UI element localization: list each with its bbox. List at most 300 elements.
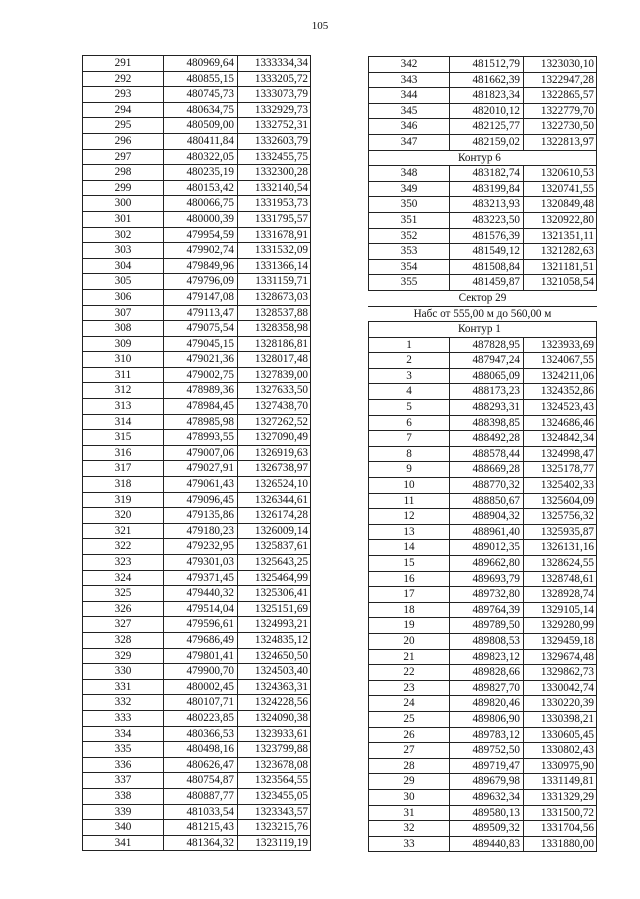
coordinate-x: 482125,77 bbox=[450, 119, 524, 135]
point-number: 8 bbox=[369, 446, 450, 462]
sector-heading-row bbox=[369, 290, 597, 306]
point-number: 319 bbox=[83, 492, 164, 508]
point-number: 27 bbox=[369, 743, 450, 759]
coordinate-y: 1323343,57 bbox=[238, 804, 311, 820]
coordinate-x: 481662,39 bbox=[450, 72, 524, 88]
coordinate-y: 1330042,74 bbox=[524, 680, 597, 696]
table-row bbox=[83, 804, 311, 820]
coordinate-x: 479686,49 bbox=[164, 632, 238, 648]
table-row bbox=[83, 118, 311, 134]
point-number: 12 bbox=[369, 509, 450, 525]
table-row bbox=[83, 461, 311, 477]
coordinate-y: 1325604,09 bbox=[524, 493, 597, 509]
table-row bbox=[83, 679, 311, 695]
coordinate-y: 1323215,76 bbox=[238, 820, 311, 836]
point-number: 322 bbox=[83, 539, 164, 555]
coordinate-x: 489827,70 bbox=[450, 680, 524, 696]
table-row bbox=[83, 383, 311, 399]
coordinate-x: 489789,50 bbox=[450, 618, 524, 634]
point-number: 21 bbox=[369, 649, 450, 665]
coordinate-y: 1331329,29 bbox=[524, 789, 597, 805]
coordinate-x: 480002,45 bbox=[164, 679, 238, 695]
table-row bbox=[83, 430, 311, 446]
point-number: 345 bbox=[369, 103, 450, 119]
coordinate-x: 488904,32 bbox=[450, 509, 524, 525]
table-row bbox=[83, 523, 311, 539]
coordinate-x: 481549,12 bbox=[450, 244, 524, 260]
coordinate-y: 1327262,52 bbox=[238, 414, 311, 430]
coordinate-x: 478993,55 bbox=[164, 430, 238, 446]
coordinate-x: 489440,83 bbox=[450, 836, 524, 852]
coordinate-x: 489820,46 bbox=[450, 696, 524, 712]
coordinate-x: 480634,75 bbox=[164, 102, 238, 118]
coordinate-x: 479902,74 bbox=[164, 243, 238, 259]
table-row bbox=[83, 211, 311, 227]
coordinate-x: 487828,95 bbox=[450, 337, 524, 353]
coordinate-x: 489012,35 bbox=[450, 540, 524, 556]
contour-6-heading-row bbox=[369, 150, 597, 166]
point-number: 321 bbox=[83, 523, 164, 539]
table-row bbox=[369, 181, 597, 197]
coordinate-x: 479596,61 bbox=[164, 617, 238, 633]
point-number: 2 bbox=[369, 353, 450, 369]
coordinate-x: 480887,77 bbox=[164, 788, 238, 804]
coordinate-y: 1322947,28 bbox=[524, 72, 597, 88]
coordinate-y: 1324090,38 bbox=[238, 710, 311, 726]
coordinate-x: 478984,45 bbox=[164, 399, 238, 415]
table-row bbox=[83, 258, 311, 274]
coordinates-table-left bbox=[82, 55, 311, 851]
point-number: 339 bbox=[83, 804, 164, 820]
coordinate-y: 1320922,80 bbox=[524, 212, 597, 228]
coordinate-x: 481033,54 bbox=[164, 804, 238, 820]
table-row bbox=[369, 774, 597, 790]
point-number: 298 bbox=[83, 165, 164, 181]
coordinate-y: 1332752,31 bbox=[238, 118, 311, 134]
coordinate-x: 488669,28 bbox=[450, 462, 524, 478]
point-number: 17 bbox=[369, 587, 450, 603]
coordinates-table-right bbox=[368, 56, 597, 852]
point-number: 317 bbox=[83, 461, 164, 477]
coordinate-x: 488293,31 bbox=[450, 400, 524, 416]
point-number: 19 bbox=[369, 618, 450, 634]
table-row bbox=[369, 275, 597, 291]
table-row bbox=[369, 478, 597, 494]
point-number: 10 bbox=[369, 478, 450, 494]
point-number: 347 bbox=[369, 134, 450, 150]
point-number: 351 bbox=[369, 212, 450, 228]
coordinate-y: 1328017,48 bbox=[238, 352, 311, 368]
coordinate-x: 489580,13 bbox=[450, 805, 524, 821]
coordinate-y: 1328624,55 bbox=[524, 556, 597, 572]
table-row bbox=[369, 415, 597, 431]
coordinate-y: 1325643,25 bbox=[238, 555, 311, 571]
coordinate-y: 1329459,18 bbox=[524, 633, 597, 649]
point-number: 312 bbox=[83, 383, 164, 399]
coordinate-x: 479180,23 bbox=[164, 523, 238, 539]
table-row bbox=[83, 788, 311, 804]
point-number: 297 bbox=[83, 149, 164, 165]
coordinate-x: 479801,41 bbox=[164, 648, 238, 664]
point-number: 353 bbox=[369, 244, 450, 260]
table-row bbox=[83, 336, 311, 352]
coordinate-y: 1330220,39 bbox=[524, 696, 597, 712]
coordinate-y: 1320741,55 bbox=[524, 181, 597, 197]
coordinate-x: 489732,80 bbox=[450, 587, 524, 603]
point-number: 25 bbox=[369, 711, 450, 727]
coordinate-x: 489764,39 bbox=[450, 602, 524, 618]
coordinate-y: 1326009,14 bbox=[238, 523, 311, 539]
coordinate-y: 1324067,55 bbox=[524, 353, 597, 369]
table-row bbox=[369, 758, 597, 774]
coordinate-x: 487947,24 bbox=[450, 353, 524, 369]
point-number: 5 bbox=[369, 400, 450, 416]
coordinate-y: 1323799,88 bbox=[238, 742, 311, 758]
contour-1-heading: Контур 1 bbox=[450, 322, 597, 338]
coordinate-y: 1331532,09 bbox=[238, 243, 311, 259]
table-row bbox=[369, 633, 597, 649]
point-number: 340 bbox=[83, 820, 164, 836]
coordinate-x: 479135,86 bbox=[164, 508, 238, 524]
point-number: 23 bbox=[369, 680, 450, 696]
point-number: 338 bbox=[83, 788, 164, 804]
coordinate-x: 479061,43 bbox=[164, 477, 238, 493]
table-row bbox=[83, 227, 311, 243]
point-number: 348 bbox=[369, 166, 450, 182]
coordinate-y: 1325464,99 bbox=[238, 570, 311, 586]
coordinate-y: 1321282,63 bbox=[524, 244, 597, 260]
point-number: 9 bbox=[369, 462, 450, 478]
table-row bbox=[83, 648, 311, 664]
table-row bbox=[83, 243, 311, 259]
coordinate-x: 489679,98 bbox=[450, 774, 524, 790]
point-number: 4 bbox=[369, 384, 450, 400]
table-row bbox=[83, 539, 311, 555]
table-row bbox=[83, 71, 311, 87]
point-number: 3 bbox=[369, 368, 450, 384]
point-number: 307 bbox=[83, 305, 164, 321]
contour-6-heading: Контур 6 bbox=[450, 150, 597, 166]
sector-range: Набс от 555,00 м до 560,00 м bbox=[369, 306, 597, 322]
point-number: 352 bbox=[369, 228, 450, 244]
coordinate-y: 1325756,32 bbox=[524, 509, 597, 525]
table-row bbox=[83, 492, 311, 508]
table-row bbox=[369, 88, 597, 104]
coordinate-y: 1324363,31 bbox=[238, 679, 311, 695]
coordinate-x: 481215,43 bbox=[164, 820, 238, 836]
coordinate-y: 1324211,06 bbox=[524, 368, 597, 384]
coordinate-y: 1324842,34 bbox=[524, 431, 597, 447]
coordinate-y: 1329280,99 bbox=[524, 618, 597, 634]
coordinate-y: 1322813,97 bbox=[524, 134, 597, 150]
coordinate-x: 480322,05 bbox=[164, 149, 238, 165]
coordinate-y: 1326344,61 bbox=[238, 492, 311, 508]
coordinate-x: 479113,47 bbox=[164, 305, 238, 321]
coordinate-y: 1326919,63 bbox=[238, 445, 311, 461]
table-row bbox=[369, 727, 597, 743]
table-row bbox=[83, 617, 311, 633]
coordinate-x: 480223,85 bbox=[164, 710, 238, 726]
coordinate-y: 1321058,54 bbox=[524, 275, 597, 291]
coordinate-x: 479007,06 bbox=[164, 445, 238, 461]
coordinate-x: 489752,50 bbox=[450, 743, 524, 759]
table-row bbox=[83, 757, 311, 773]
coordinate-y: 1331159,71 bbox=[238, 274, 311, 290]
table-row bbox=[369, 166, 597, 182]
coordinate-y: 1324352,86 bbox=[524, 384, 597, 400]
table-row bbox=[83, 367, 311, 383]
point-number: 32 bbox=[369, 821, 450, 837]
table-row bbox=[369, 400, 597, 416]
coordinate-y: 1333334,34 bbox=[238, 56, 311, 72]
coordinate-x: 480855,15 bbox=[164, 71, 238, 87]
point-number: 331 bbox=[83, 679, 164, 695]
coordinate-x: 479900,70 bbox=[164, 664, 238, 680]
point-number: 355 bbox=[369, 275, 450, 291]
coordinate-x: 480235,19 bbox=[164, 165, 238, 181]
coordinate-x: 489632,34 bbox=[450, 789, 524, 805]
coordinate-y: 1331795,57 bbox=[238, 211, 311, 227]
point-number: 26 bbox=[369, 727, 450, 743]
table-row bbox=[369, 805, 597, 821]
point-number: 346 bbox=[369, 119, 450, 135]
point-number: 333 bbox=[83, 710, 164, 726]
coordinate-y: 1324228,56 bbox=[238, 695, 311, 711]
coordinate-y: 1331880,00 bbox=[524, 836, 597, 852]
coordinate-y: 1327438,70 bbox=[238, 399, 311, 415]
table-row bbox=[83, 165, 311, 181]
sector-range-row bbox=[369, 306, 597, 322]
point-number: 28 bbox=[369, 758, 450, 774]
point-number: 327 bbox=[83, 617, 164, 633]
point-number: 328 bbox=[83, 632, 164, 648]
coordinate-y: 1325306,41 bbox=[238, 586, 311, 602]
coordinate-x: 479796,09 bbox=[164, 274, 238, 290]
coordinate-y: 1328186,81 bbox=[238, 336, 311, 352]
coordinate-x: 479027,91 bbox=[164, 461, 238, 477]
table-row bbox=[83, 477, 311, 493]
point-number: 18 bbox=[369, 602, 450, 618]
table-row bbox=[369, 618, 597, 634]
table-row bbox=[369, 212, 597, 228]
table-row bbox=[83, 399, 311, 415]
table-row bbox=[369, 57, 597, 73]
coordinate-y: 1332929,73 bbox=[238, 102, 311, 118]
point-number: 341 bbox=[83, 835, 164, 851]
coordinate-y: 1321181,51 bbox=[524, 259, 597, 275]
coordinate-y: 1333205,72 bbox=[238, 71, 311, 87]
table-row bbox=[83, 414, 311, 430]
coordinate-x: 488770,32 bbox=[450, 478, 524, 494]
table-row bbox=[369, 384, 597, 400]
table-row bbox=[369, 368, 597, 384]
coordinate-y: 1323933,69 bbox=[524, 337, 597, 353]
point-number: 1 bbox=[369, 337, 450, 353]
point-number: 342 bbox=[369, 57, 450, 73]
point-number: 329 bbox=[83, 648, 164, 664]
coordinate-x: 479514,04 bbox=[164, 601, 238, 617]
coordinate-x: 479096,45 bbox=[164, 492, 238, 508]
coordinate-y: 1331366,14 bbox=[238, 258, 311, 274]
coordinate-x: 489693,79 bbox=[450, 571, 524, 587]
table-row bbox=[369, 337, 597, 353]
coordinate-x: 481364,32 bbox=[164, 835, 238, 851]
contour-1-heading-row bbox=[369, 322, 597, 338]
table-row bbox=[83, 570, 311, 586]
table-row bbox=[369, 228, 597, 244]
coordinate-x: 482010,12 bbox=[450, 103, 524, 119]
coordinate-x: 483213,93 bbox=[450, 197, 524, 213]
coordinate-y: 1324835,12 bbox=[238, 632, 311, 648]
table-row bbox=[83, 726, 311, 742]
coordinate-x: 489806,90 bbox=[450, 711, 524, 727]
table-row bbox=[83, 555, 311, 571]
coordinate-x: 479232,95 bbox=[164, 539, 238, 555]
coordinate-y: 1321351,11 bbox=[524, 228, 597, 244]
coordinate-y: 1323030,10 bbox=[524, 57, 597, 73]
table-row bbox=[83, 133, 311, 149]
table-row bbox=[369, 72, 597, 88]
table-row bbox=[369, 665, 597, 681]
coordinate-y: 1331704,56 bbox=[524, 821, 597, 837]
coordinate-x: 479301,03 bbox=[164, 555, 238, 571]
point-number: 315 bbox=[83, 430, 164, 446]
coordinate-x: 479075,54 bbox=[164, 321, 238, 337]
point-number: 13 bbox=[369, 524, 450, 540]
point-number: 350 bbox=[369, 197, 450, 213]
coordinate-y: 1330975,90 bbox=[524, 758, 597, 774]
coordinate-y: 1328748,61 bbox=[524, 571, 597, 587]
point-number: 31 bbox=[369, 805, 450, 821]
point-number: 11 bbox=[369, 493, 450, 509]
coordinate-x: 480745,73 bbox=[164, 87, 238, 103]
coordinate-y: 1325151,69 bbox=[238, 601, 311, 617]
table-row bbox=[369, 431, 597, 447]
coordinate-x: 489509,32 bbox=[450, 821, 524, 837]
table-row bbox=[369, 556, 597, 572]
coordinate-x: 488492,28 bbox=[450, 431, 524, 447]
point-number: 320 bbox=[83, 508, 164, 524]
table-row bbox=[83, 586, 311, 602]
point-number: 300 bbox=[83, 196, 164, 212]
coordinate-y: 1324993,21 bbox=[238, 617, 311, 633]
coordinate-x: 479045,15 bbox=[164, 336, 238, 352]
table-row bbox=[83, 601, 311, 617]
coordinate-y: 1325402,33 bbox=[524, 478, 597, 494]
table-row bbox=[83, 820, 311, 836]
point-number: 304 bbox=[83, 258, 164, 274]
point-number: 343 bbox=[369, 72, 450, 88]
point-number: 336 bbox=[83, 757, 164, 773]
coordinate-y: 1324686,46 bbox=[524, 415, 597, 431]
point-number: 305 bbox=[83, 274, 164, 290]
table-row bbox=[369, 119, 597, 135]
table-row bbox=[369, 836, 597, 852]
point-number: 30 bbox=[369, 789, 450, 805]
coordinate-x: 488065,09 bbox=[450, 368, 524, 384]
point-number: 316 bbox=[83, 445, 164, 461]
coordinate-x: 481576,39 bbox=[450, 228, 524, 244]
coordinate-x: 478989,36 bbox=[164, 383, 238, 399]
coordinate-x: 489719,47 bbox=[450, 758, 524, 774]
coordinate-y: 1322779,70 bbox=[524, 103, 597, 119]
coordinate-y: 1331678,91 bbox=[238, 227, 311, 243]
coordinate-x: 489808,53 bbox=[450, 633, 524, 649]
coordinate-x: 479021,36 bbox=[164, 352, 238, 368]
table-row bbox=[369, 524, 597, 540]
point-number: 323 bbox=[83, 555, 164, 571]
point-number: 324 bbox=[83, 570, 164, 586]
table-row bbox=[369, 587, 597, 603]
coordinate-y: 1328358,98 bbox=[238, 321, 311, 337]
table-row bbox=[369, 789, 597, 805]
coordinate-x: 480754,87 bbox=[164, 773, 238, 789]
point-number: 314 bbox=[83, 414, 164, 430]
coordinate-y: 1330802,43 bbox=[524, 743, 597, 759]
point-number: 303 bbox=[83, 243, 164, 259]
coordinate-y: 1323564,55 bbox=[238, 773, 311, 789]
point-number: 29 bbox=[369, 774, 450, 790]
coordinate-y: 1331149,81 bbox=[524, 774, 597, 790]
point-number: 33 bbox=[369, 836, 450, 852]
table-row bbox=[83, 102, 311, 118]
coordinate-y: 1327633,50 bbox=[238, 383, 311, 399]
coordinate-y: 1324523,43 bbox=[524, 400, 597, 416]
coordinate-y: 1332455,75 bbox=[238, 149, 311, 165]
coordinate-x: 481508,84 bbox=[450, 259, 524, 275]
coordinate-x: 488961,40 bbox=[450, 524, 524, 540]
coordinate-y: 1332300,28 bbox=[238, 165, 311, 181]
coordinate-x: 488398,85 bbox=[450, 415, 524, 431]
table-row bbox=[369, 509, 597, 525]
point-number: 14 bbox=[369, 540, 450, 556]
point-number: 302 bbox=[83, 227, 164, 243]
coordinate-x: 488578,44 bbox=[450, 446, 524, 462]
coordinate-y: 1332603,79 bbox=[238, 133, 311, 149]
point-number: 293 bbox=[83, 87, 164, 103]
point-number: 20 bbox=[369, 633, 450, 649]
table-row bbox=[83, 664, 311, 680]
table-row bbox=[83, 352, 311, 368]
point-number: 334 bbox=[83, 726, 164, 742]
point-number: 296 bbox=[83, 133, 164, 149]
point-number: 291 bbox=[83, 56, 164, 72]
coordinate-x: 479371,45 bbox=[164, 570, 238, 586]
table-row bbox=[369, 821, 597, 837]
coordinate-x: 489662,80 bbox=[450, 556, 524, 572]
coordinate-x: 480107,71 bbox=[164, 695, 238, 711]
point-number: 295 bbox=[83, 118, 164, 134]
coordinate-x: 480411,84 bbox=[164, 133, 238, 149]
coordinate-x: 481512,79 bbox=[450, 57, 524, 73]
coordinate-y: 1327090,49 bbox=[238, 430, 311, 446]
page-number: 105 bbox=[311, 20, 329, 32]
coordinate-y: 1325935,87 bbox=[524, 524, 597, 540]
table-row bbox=[83, 56, 311, 72]
table-row bbox=[83, 773, 311, 789]
coordinate-x: 479954,59 bbox=[164, 227, 238, 243]
coordinate-x: 480969,64 bbox=[164, 56, 238, 72]
coordinate-x: 480509,00 bbox=[164, 118, 238, 134]
point-number: 301 bbox=[83, 211, 164, 227]
coordinate-y: 1328673,03 bbox=[238, 289, 311, 305]
point-number: 16 bbox=[369, 571, 450, 587]
coordinate-x: 479147,08 bbox=[164, 289, 238, 305]
table-row bbox=[83, 835, 311, 851]
point-number: 311 bbox=[83, 367, 164, 383]
coordinate-y: 1326524,10 bbox=[238, 477, 311, 493]
table-row bbox=[369, 103, 597, 119]
